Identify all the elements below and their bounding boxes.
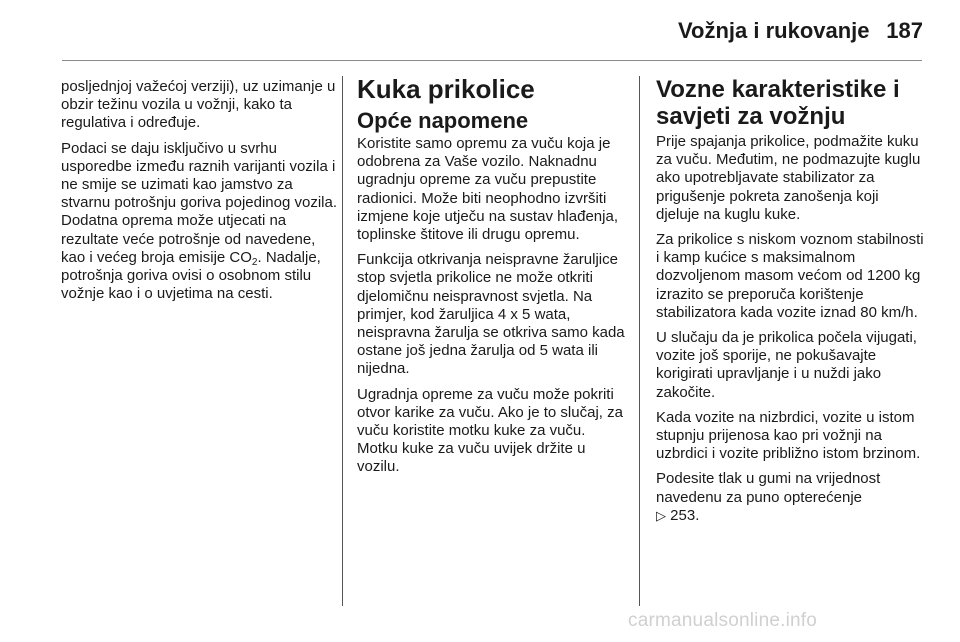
paragraph-lubricate: Prije spajanja prikolice, podmažite kuku za vuču. Međutim, ne podmazujte kuglu ako upotrebljavate stabilizator za prigušenje pokreta zanošenja koji djeluje na kuglu kuke. xyxy=(656,133,921,223)
paragraph-comparison-text-end: . Nadalje, potrošnja goriva ovisi o osobnom stilu vožnje kao i o uvjetima na cesti. xyxy=(61,248,321,303)
paragraph-comparison-text: Podaci se daju isključivo u svrhu usporedbe između raznih varijanti vozila i ne smije se uzimati kao jamstvo za stvarnu potrošnju goriva pojedinog vozila. Dodatna oprema može utjecati na rezultate veće potrošnje od navedene, kao i većeg broja emisije CO xyxy=(61,139,337,266)
paragraph-approved-equipment: Koristite samo opremu za vuču koja je odobrena za Vaše vozilo. Naknadnu ugradnju opreme za vuču prepustite radionici. Može biti neophodno izvršiti izmjene koje utječu na sustav hlađenja, toplinske štitove ili drugu opremu. xyxy=(357,135,618,244)
paragraph-tyre-pressure xyxy=(656,470,926,525)
subheading-general-notes: Opće napomene xyxy=(357,108,529,133)
paragraph-downhill: Kada vozite na nizbrdici, vozite u istom stupnju prijenosa kao pri vožnji na uzbrdici i vozite približno istom brzinom. xyxy=(656,408,921,463)
column-middle xyxy=(357,72,625,484)
paragraph-comparison xyxy=(61,140,337,304)
header-rule xyxy=(62,60,922,61)
paragraph-stabilizer: Za prikolice s niskom voznom stabilnosti i kamp kućice s maksimalnom dozvoljenom masom većom od 1200 kg izrazito se preporuča korištenje stabilizatora kada vozite iznad 80 km/h. xyxy=(656,231,924,321)
heading-driving-tips: Vozne karakteristike i savjeti za vožnju xyxy=(656,76,900,130)
paragraph-regulation: posljednjoj važećoj verziji), uz uzimanje u obzir težinu vozila u vožnji, kako ta regulativa i određuje. xyxy=(61,78,336,132)
watermark: carmanualsonline.info xyxy=(628,610,818,631)
paragraph-tyre-pressure-text: Podesite tlak u gumi na vrijednost navedenu za puno opterećenje xyxy=(656,470,881,506)
cross-reference-arrow-icon: ▷ xyxy=(656,507,666,523)
column-right xyxy=(656,72,926,532)
page-header xyxy=(0,0,960,62)
paragraph-bulb-detection: Funkcija otkrivanja neispravne žaruljice stop svjetla prikolice ne može otkriti djelomičnu neispravnost svjetla. Na primjer, kod žaruljica 4 x 5 wata, neispravna žarulja se otkriva samo kada ostane još jedna žarulja od 5 wata ili nijedna. xyxy=(357,251,625,378)
co2-subscript: 2 xyxy=(251,256,258,268)
column-divider-2 xyxy=(639,76,640,606)
heading-towbar: Kuka prikolice xyxy=(357,74,535,104)
page-number: 187 xyxy=(886,18,923,43)
paragraph-towing-eye: Ugradnja opreme za vuču može pokriti otvor karike za vuču. Ako je to slučaj, za vuču koristite motku kuke za vuču. Motku kuke za vuču uvijek držite u vozilu. xyxy=(357,385,623,476)
cross-reference-link[interactable]: 253. xyxy=(670,506,700,524)
section-title: Vožnja i rukovanje xyxy=(678,18,870,43)
paragraph-swaying: U slučaju da je prikolica počela vijugati, vozite još sporije, ne pokušavajte korigirati upravljanje i u nuždi jako zakočite. xyxy=(656,329,917,401)
column-divider-1 xyxy=(342,76,343,606)
column-left xyxy=(61,78,337,310)
